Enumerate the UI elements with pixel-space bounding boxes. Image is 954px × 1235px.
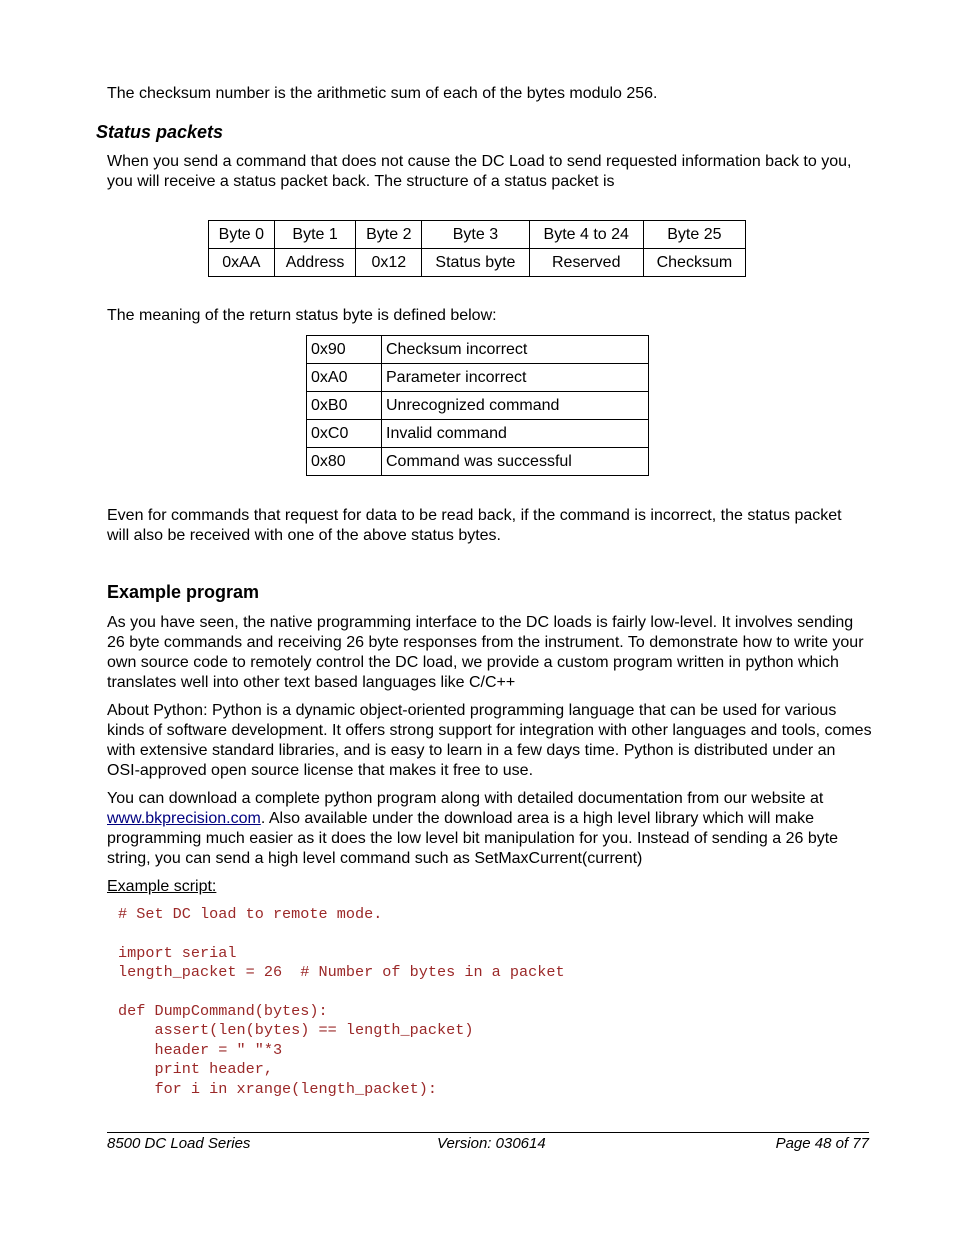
- table-cell: 0xAA: [209, 249, 275, 277]
- status-packet-table: [208, 220, 746, 277]
- example-script-label: Example script:: [107, 878, 217, 895]
- status-byte-intro: The meaning of the return status byte is defined below:: [107, 307, 497, 324]
- table-cell: 0x80: [307, 448, 382, 476]
- footer-series: 8500 DC Load Series: [107, 1135, 251, 1152]
- table-cell: Byte 1: [274, 221, 356, 249]
- table-cell: Parameter incorrect: [382, 364, 649, 392]
- table-cell: Byte 25: [643, 221, 745, 249]
- table-cell: Status byte: [422, 249, 530, 277]
- table-row: [307, 392, 649, 420]
- table-cell: Invalid command: [382, 420, 649, 448]
- table-cell: Byte 4 to 24: [529, 221, 643, 249]
- table-row: [209, 249, 746, 277]
- intro-paragraph: As you have seen, the native programming interface to the DC loads is fairly low-level. It involves sending 26 byte commands and receiving 26 byte responses from the instrument. To demonstrate how to write your own source code to remotely control the DC load, we provide a custom program written in python which translates well into other text based languages like C/C++: [107, 614, 864, 691]
- table-row: [307, 448, 649, 476]
- table-cell: 0xB0: [307, 392, 382, 420]
- status-byte-table: [306, 335, 649, 476]
- table-cell: 0x12: [356, 249, 422, 277]
- bkprecision-link[interactable]: www.bkprecision.com: [107, 810, 261, 827]
- table-row: [209, 221, 746, 249]
- table-cell: Checksum: [643, 249, 745, 277]
- table-cell: Byte 2: [356, 221, 422, 249]
- code-function: def DumpCommand(bytes): assert(len(bytes) == length_packet) header = " "*3 print header, for i in xrange(length_packet):: [118, 1002, 474, 1098]
- footer-version: Version: 030614: [437, 1135, 546, 1152]
- example-program-heading: Example program: [107, 582, 260, 602]
- table-row: [307, 364, 649, 392]
- download-text-before: You can download a complete python program along with detailed documentation from our website at: [107, 790, 824, 807]
- code-comment: # Set DC load to remote mode.: [118, 905, 383, 923]
- table-cell: 0xA0: [307, 364, 382, 392]
- table-cell: Unrecognized command: [382, 392, 649, 420]
- table-cell: Byte 3: [422, 221, 530, 249]
- table-cell: Address: [274, 249, 356, 277]
- table-cell: 0x90: [307, 336, 382, 364]
- footer-divider: [107, 1132, 869, 1133]
- table-cell: Command was successful: [382, 448, 649, 476]
- status-intro: When you send a command that does not cause the DC Load to send requested information back to you, you will receive a status packet back. The structure of a status packet is: [107, 153, 852, 190]
- status-packets-heading: Status packets: [96, 122, 224, 142]
- table-cell: 0xC0: [307, 420, 382, 448]
- python-paragraph: About Python: Python is a dynamic object-oriented programming language that can be used for various kinds of software development. It offers strong support for integration with other languages and tools, comes with extensive standard libraries, and is easy to learn in a few days time. Python is distributed under an OSI-approved open source license that makes it free to use.: [107, 702, 872, 779]
- download-paragraph: [107, 789, 872, 869]
- download-text-after: . Also available under the download area is a high level library which will make programming much easier as it does the low level bit manipulation for you. Instead of sending a 26 byte string, you can send a high level command such as SetMaxCurrent(current): [107, 810, 839, 867]
- table-cell: Checksum incorrect: [382, 336, 649, 364]
- checksum-note: The checksum number is the arithmetic sum of each of the bytes modulo 256.: [107, 85, 658, 102]
- error-status-note: Even for commands that request for data to be read back, if the command is incorrect, the status packet will also be received with one of the above status bytes.: [107, 507, 842, 544]
- table-row: [307, 336, 649, 364]
- code-imports: import serial length_packet = 26 # Number of bytes in a packet: [118, 944, 565, 982]
- table-cell: Byte 0: [209, 221, 275, 249]
- table-cell: Reserved: [529, 249, 643, 277]
- table-row: [307, 420, 649, 448]
- footer-page-number: Page 48 of 77: [775, 1135, 869, 1152]
